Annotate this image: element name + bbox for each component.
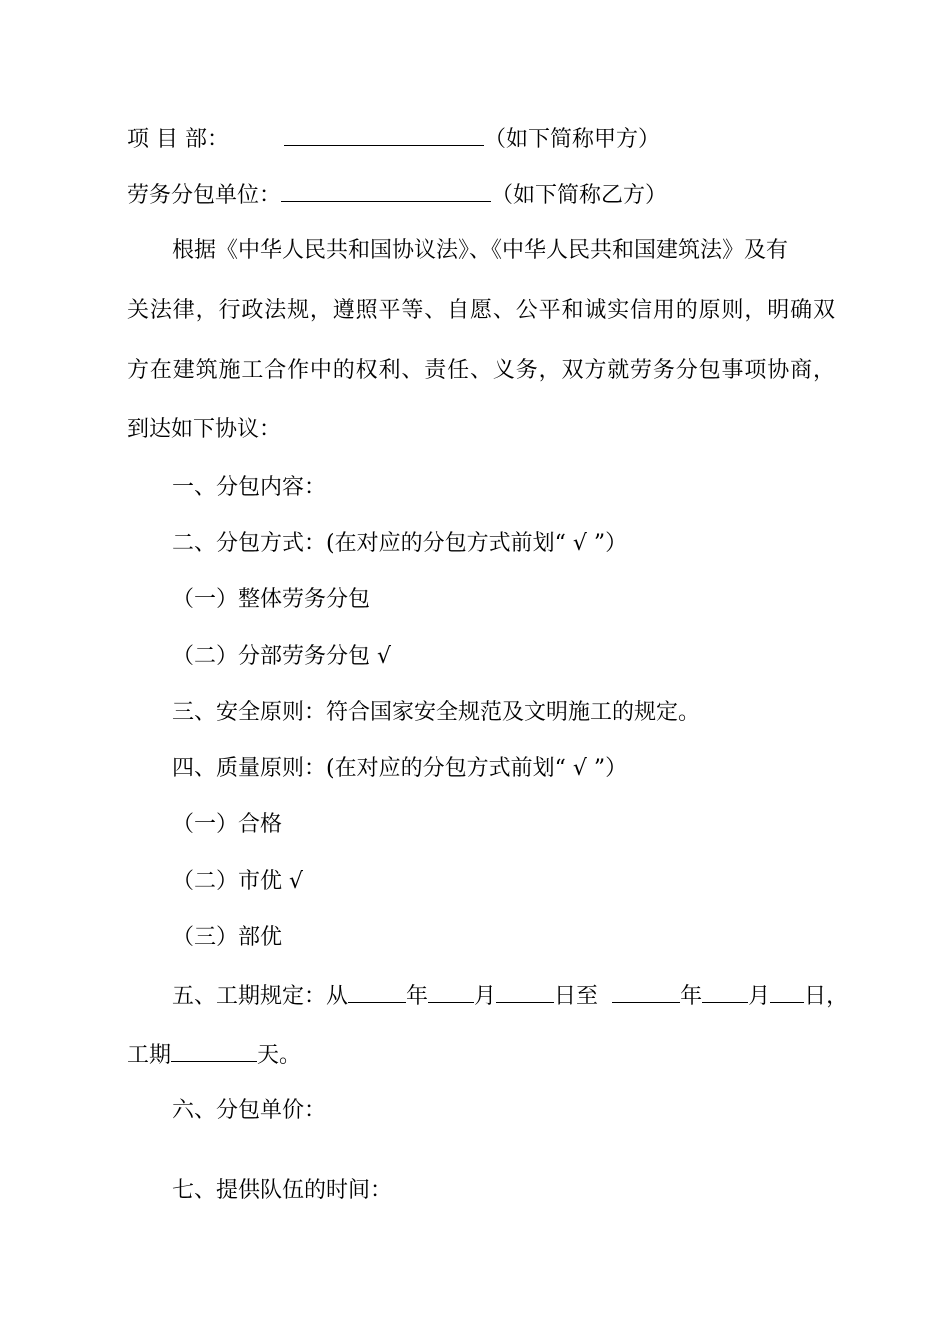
section-4-option-2: （二）市优 √: [172, 869, 304, 894]
duration-suffix: 天。: [257, 1043, 302, 1068]
intro-line-3: 方在建筑施工合作中的权利、责任、义务，双方就劳务分包事项协商，: [127, 358, 835, 383]
intro-line-4: 到达如下协议：: [127, 417, 282, 442]
end-day-blank[interactable]: [770, 980, 804, 1003]
section-5-line: [172, 980, 848, 1012]
start-month-blank[interactable]: [428, 980, 474, 1003]
duration-prefix: 工期: [127, 1043, 172, 1068]
party-b-line: [127, 179, 667, 211]
party-a-label: 项 目 部：: [127, 127, 229, 152]
party-b-blank[interactable]: [281, 179, 491, 202]
section-4: 四、质量原则：(在对应的分包方式前划“ √ ”）: [172, 756, 628, 781]
duration-line: [127, 1039, 301, 1071]
end-year-blank[interactable]: [612, 980, 680, 1003]
start-year-label: 年: [406, 984, 429, 1009]
party-b-suffix: （如下简称乙方）: [491, 183, 668, 208]
section-2-option-1: （一）整体劳务分包: [172, 587, 371, 612]
end-day-label: 日，: [804, 984, 849, 1009]
section-1: 一、分包内容：: [172, 475, 327, 500]
section-7: 七、提供队伍的时间：: [172, 1178, 393, 1203]
section-6: 六、分包单价：: [172, 1098, 327, 1123]
end-year-label: 年: [680, 984, 703, 1009]
section-4-option-3: （三）部优: [172, 925, 283, 950]
start-year-blank[interactable]: [348, 980, 406, 1003]
section-5-prefix: 五、工期规定：从: [172, 984, 349, 1009]
section-4-option-1: （一）合格: [172, 812, 283, 837]
party-a-line: [127, 123, 660, 155]
start-day-blank[interactable]: [496, 980, 554, 1003]
end-month-blank[interactable]: [702, 980, 748, 1003]
start-month-label: 月: [474, 984, 497, 1009]
party-a-blank[interactable]: [284, 123, 484, 146]
intro-line-2: 关法律，行政法规，遵照平等、自愿、公平和诚实信用的原则，明确双: [127, 298, 835, 323]
party-a-suffix: （如下简称甲方）: [484, 127, 661, 152]
start-day-to-label: 日至: [554, 984, 599, 1009]
section-2-option-2: （二）分部劳务分包 √: [172, 644, 392, 669]
section-2: 二、分包方式：(在对应的分包方式前划“ √ ”）: [172, 531, 628, 556]
end-month-label: 月: [748, 984, 771, 1009]
duration-days-blank[interactable]: [171, 1039, 257, 1062]
section-3: 三、安全原则：符合国家安全规范及文明施工的规定。: [172, 700, 701, 725]
intro-line-1: 根据《中华人民共和国协议法》、《中华人民共和国建筑法》及有: [172, 238, 789, 263]
party-b-label: 劳务分包单位：: [127, 183, 282, 208]
